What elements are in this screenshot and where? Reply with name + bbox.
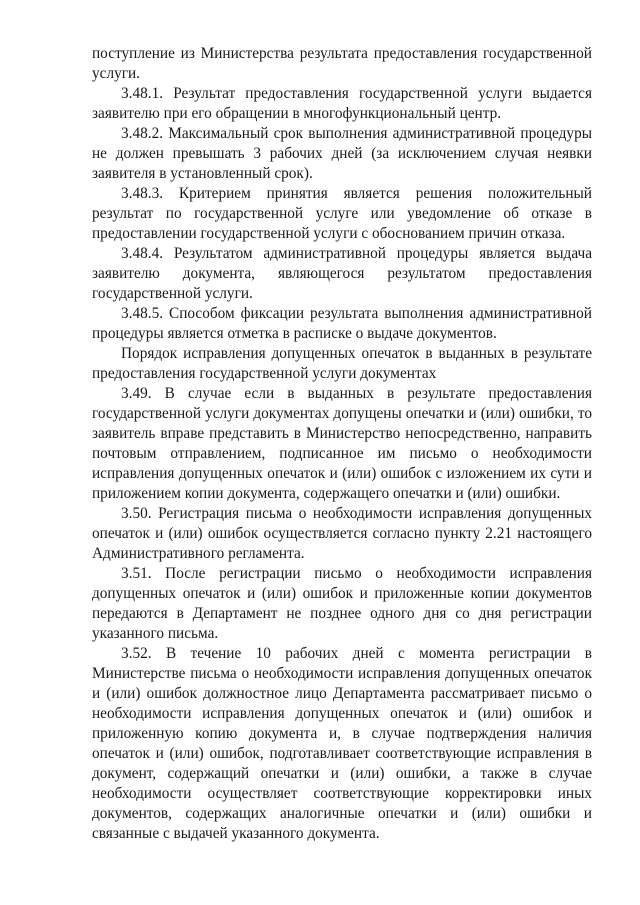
paragraph-continuation: поступление из Министерства результата предоставления государственной услуги. xyxy=(92,45,592,82)
paragraph-3-48-4: 3.48.4. Результатом административной процедуры является выдача заявителю документа, являющегося результатом предоставления государственной услуги. xyxy=(92,245,592,302)
paragraph-3-50: 3.50. Регистрация письма о необходимости исправления допущенных опечаток и (или) ошибок осуществляется согласно пункту 2.21 настоящего Административного регламента. xyxy=(92,505,592,562)
paragraph-3-49: 3.49. В случае если в выданных в результате предоставления государственной услуги документах допущены опечатки и (или) ошибки, то заявитель вправе представить в Министерство непосредственно, направить почтовым отправлением, подписанное им письмо о необходимости исправления допущенных опечаток и (или) ошибок с изложением их сути и приложением копии документа, содержащего опечатки и (или) ошибки. xyxy=(92,385,592,502)
paragraph-3-52: 3.52. В течение 10 рабочих дней с момента регистрации в Министерстве письма о необходимости исправления допущенных опечаток и (или) ошибок должностное лицо Департамента рассматривает письмо о необходимости исправления допущенных опечаток и (или) ошибок и приложенную копию документа и, в случае подтверждения наличия опечаток и (или) ошибок, подготавливает соответствующие исправления в документ, содержащий опечатки и (или) ошибки, а также в случае необходимости осуществляет соответствующие корректировки иных документов, содержащих аналогичные опечатки и (или) ошибки и связанные с выдачей указанного документа. xyxy=(92,645,592,842)
paragraph-3-48-2: 3.48.2. Максимальный срок выполнения административной процедуры не должен превышать 3 рабочих дней (за исключением случая неявки заявителя в установленный срок). xyxy=(92,125,592,182)
section-heading-corrections: Порядок исправления допущенных опечаток в выданных в результате предоставления государственной услуги документах xyxy=(92,345,592,382)
paragraph-3-48-5: 3.48.5. Способом фиксации результата выполнения административной процедуры является отметка в расписке о выдаче документов. xyxy=(92,305,592,342)
paragraph-3-51: 3.51. После регистрации письмо о необходимости исправления допущенных опечаток и (или) ошибок и приложенные копии документов передаются в Департамент не позднее одного дня со дня регистрации указанного письма. xyxy=(92,565,592,642)
paragraph-3-48-1: 3.48.1. Результат предоставления государственной услуги выдается заявителю при его обращении в многофункциональный центр. xyxy=(92,85,592,122)
paragraph-3-48-3: 3.48.3. Критерием принятия является решения положительный результат по государственной услуге или уведомление об отказе в предоставлении государственной услуги с обоснованием причин отказа. xyxy=(92,185,592,242)
